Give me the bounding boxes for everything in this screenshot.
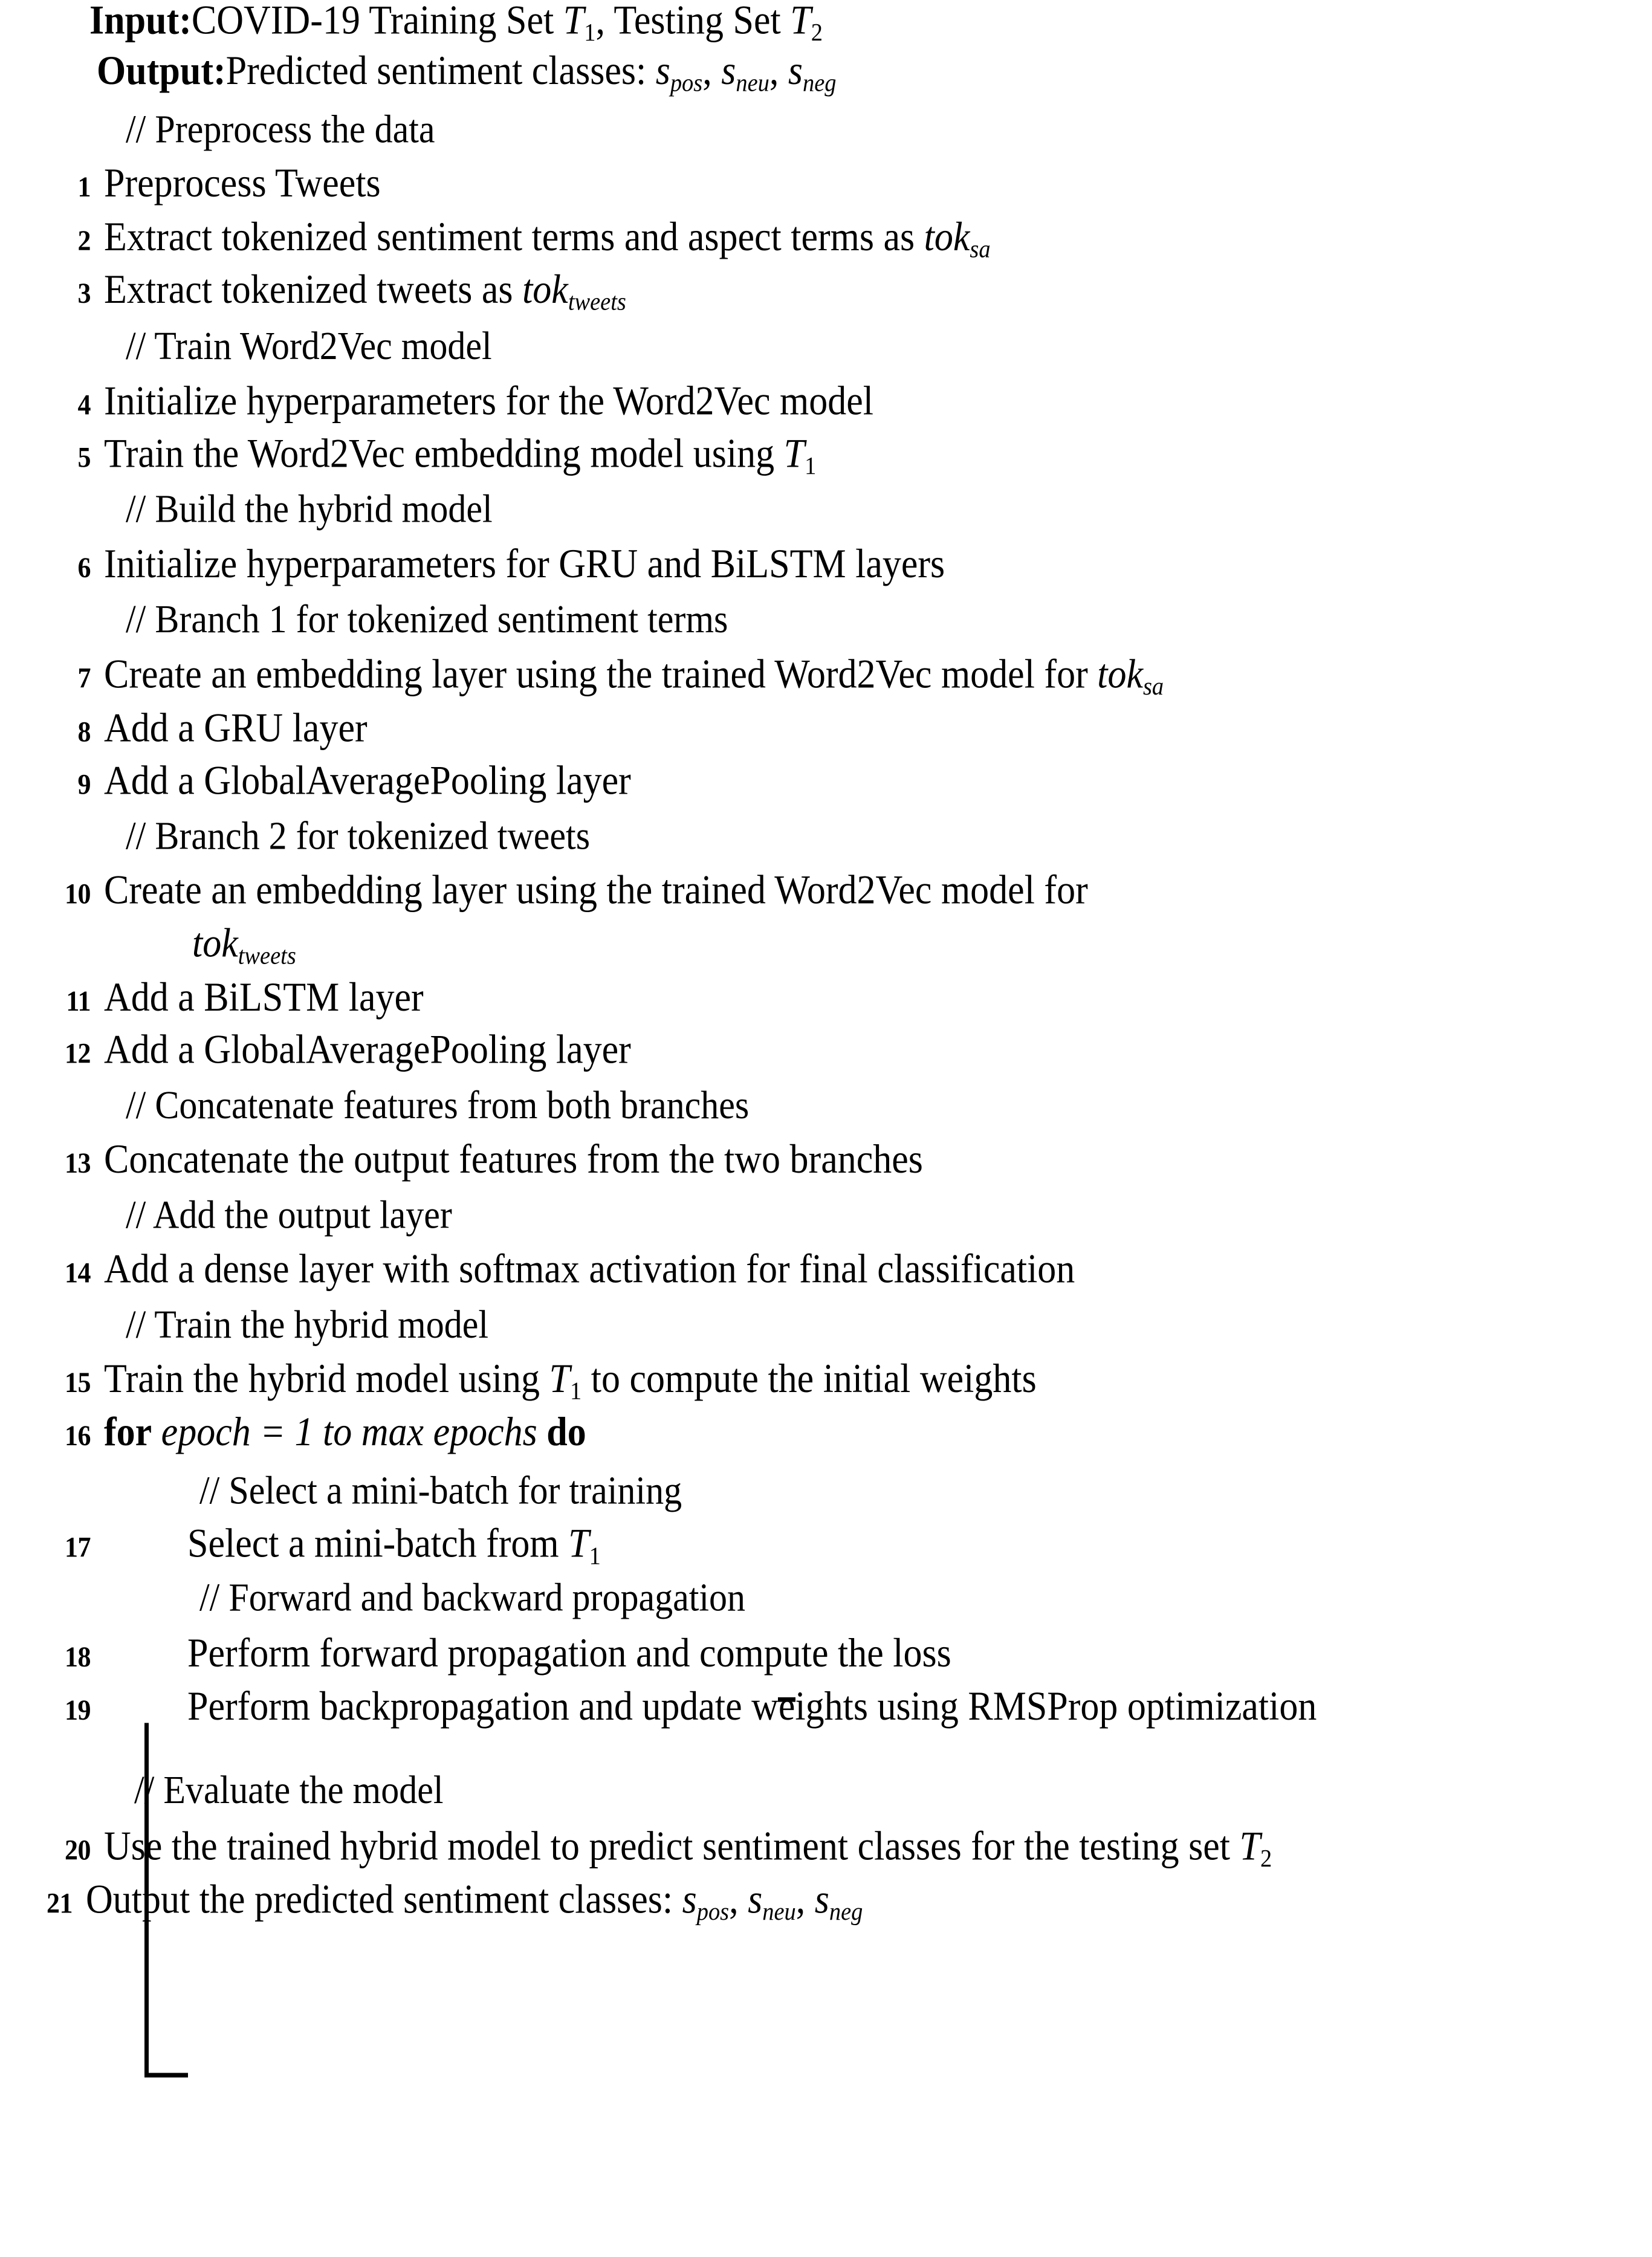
step-2-prefix: Extract tokenized sentiment terms and aspect terms as [104, 215, 924, 260]
output-text: Predicted sentiment classes: [225, 48, 656, 94]
step-7-prefix: Create an embedding layer using the trained Word2Vec model for [104, 652, 1098, 697]
step-number-4: 4 [77, 389, 91, 421]
step-number-13: 13 [65, 1147, 91, 1179]
step-5-var-subscript: 1 [805, 452, 817, 480]
step-text-17 [91, 1523, 1652, 1569]
step-number-18: 18 [65, 1640, 91, 1673]
step-21-class-neg-subscript: neg [829, 1898, 863, 1926]
step-text-4: Initialize hyperparameters for the Word2Vec model [104, 378, 873, 424]
comment-branch-1: // Branch 1 for tokenized sentiment terms [126, 597, 728, 641]
step-3-var-subscript: tweets [568, 288, 626, 316]
step-20-var-t: T [1239, 1824, 1260, 1869]
step-row-10 [0, 868, 1652, 913]
step-3-var-tok: tok [522, 267, 568, 312]
step-15-suffix: to compute the initial weights [581, 1356, 1037, 1402]
input-var-t2-subscript: 2 [811, 19, 823, 47]
step-21-class-neg: s [814, 1877, 829, 1922]
output-class-neu-subscript: neu [736, 69, 769, 97]
step-number-2: 2 [77, 224, 91, 257]
step-15-var-subscript: 1 [570, 1377, 582, 1405]
step-21-class-neu: s [748, 1877, 763, 1922]
step-text-10: Create an embedding layer using the trained Word2Vec model for [104, 868, 1088, 913]
output-class-pos: s [655, 48, 670, 94]
step-number-14: 14 [65, 1257, 91, 1289]
step-number-21: 21 [47, 1886, 73, 1920]
step-text-6: Initialize hyperparameters for GRU and BiLSTM layers [104, 542, 945, 587]
step-row-14 [0, 1246, 1652, 1292]
step-text-11: Add a BiLSTM layer [104, 975, 424, 1020]
step-number-11: 11 [66, 985, 91, 1017]
comment-branch-2: // Branch 2 for tokenized tweets [126, 814, 591, 858]
step-21-class-pos: s [682, 1877, 697, 1922]
comment-preprocess-data: // Preprocess the data [126, 108, 435, 151]
step-10-var-subscript: tweets [238, 942, 296, 970]
step-row-16 [0, 1410, 1652, 1455]
output-class-neu: s [721, 48, 736, 94]
step-10-continuation [0, 923, 1652, 968]
step-text-1: Preprocess Tweets [104, 161, 381, 206]
input-var-t1-subscript: 1 [584, 19, 596, 47]
comment-concatenate-features: // Concatenate features from both branches [126, 1083, 750, 1127]
for-keyword: for [104, 1410, 152, 1455]
input-mid-text: , Testing Set [595, 0, 791, 43]
input-label: Input: [89, 0, 192, 43]
step-number-12: 12 [65, 1037, 91, 1070]
step-21-class-neu-subscript: neu [762, 1898, 796, 1926]
step-number-10: 10 [65, 878, 91, 910]
step-text-18: Perform forward propagation and compute the loss [187, 1631, 951, 1676]
step-2-var-tok: tok [924, 215, 970, 260]
step-text-21 [73, 1879, 1652, 1925]
step-row-12 [0, 1029, 1652, 1070]
step-number-7: 7 [77, 661, 91, 695]
step-row-2 [0, 216, 1652, 262]
step-text-5 [91, 433, 1652, 479]
step-10-var-tok: tok [192, 921, 238, 966]
step-21-sep-1: , [729, 1877, 748, 1922]
step-17-var-subscript: 1 [589, 1542, 601, 1570]
step-number-16: 16 [65, 1419, 91, 1452]
step-text-12: Add a GlobalAveragePooling layer [104, 1028, 631, 1072]
step-7-var-subscript: sa [1142, 673, 1164, 701]
step-17-var-t: T [568, 1521, 589, 1566]
input-var-t2: T [790, 0, 811, 43]
step-5-prefix: Train the Word2Vec embedding model using [104, 431, 784, 476]
step-text-7 [91, 654, 1652, 699]
step-text-3 [91, 269, 1652, 314]
step-number-5: 5 [77, 441, 91, 474]
step-row-17 [0, 1523, 1652, 1569]
step-number-1: 1 [77, 170, 91, 203]
step-21-prefix: Output the predicted sentiment classes: [86, 1877, 682, 1922]
step-row-19 [0, 1686, 1652, 1727]
comment-build-hybrid-model: // Build the hybrid model [126, 487, 493, 531]
step-text-20 [91, 1826, 1652, 1871]
step-row-11 [0, 975, 1652, 1020]
input-text: COVID-19 Training Set [191, 0, 563, 43]
step-text-9: Add a GlobalAveragePooling layer [104, 758, 631, 803]
step-row-7 [0, 654, 1652, 699]
step-number-8: 8 [77, 716, 91, 748]
step-15-prefix: Train the hybrid model using [104, 1356, 549, 1402]
step-7-var-tok: tok [1097, 652, 1143, 697]
comment-train-hybrid-model: // Train the hybrid model [126, 1303, 488, 1346]
step-text-15 [91, 1356, 1652, 1405]
algorithm-output-line [0, 48, 1652, 97]
comment-add-output-layer: // Add the output layer [126, 1193, 452, 1237]
comment-evaluate-model: // Evaluate the model [134, 1768, 444, 1812]
output-class-neg: s [788, 48, 803, 94]
step-3-prefix: Extract tokenized tweets as [104, 267, 523, 312]
step-15-var-t: T [549, 1356, 571, 1402]
step-number-17: 17 [65, 1531, 91, 1564]
step-number-9: 9 [77, 768, 91, 801]
step-text-19: Perform backpropagation and update weights using RMSProp optimization [187, 1684, 1317, 1729]
output-sep-2: , [769, 48, 788, 94]
step-number-3: 3 [77, 277, 91, 309]
step-text-14: Add a dense layer with softmax activation for final classification [104, 1246, 1075, 1292]
step-21-class-pos-subscript: pos [696, 1898, 730, 1926]
step-number-19: 19 [65, 1694, 91, 1726]
step-row-3 [0, 269, 1652, 314]
step-17-prefix: Select a mini-batch from [187, 1521, 569, 1566]
step-2-var-subscript: sa [970, 235, 991, 264]
step-row-4 [0, 378, 1652, 424]
step-row-15 [0, 1356, 1652, 1405]
step-20-var-subscript: 2 [1260, 1845, 1272, 1873]
step-row-9 [0, 760, 1652, 801]
step-text-16 [91, 1410, 1652, 1455]
step-20-prefix: Use the trained hybrid model to predict sentiment classes for the testing set [104, 1824, 1240, 1869]
loop-body-bracket-foot [144, 2073, 188, 2077]
step-row-21 [0, 1879, 1652, 1925]
step-text-13: Concatenate the output features from the two branches [104, 1137, 923, 1182]
comment-select-minibatch: // Select a mini-batch for training [199, 1469, 682, 1512]
step-5-var-t: T [783, 431, 805, 476]
step-text-2 [91, 216, 1652, 262]
step-number-15: 15 [65, 1366, 91, 1399]
step-row-5 [0, 433, 1652, 479]
step-21-sep-2: , [795, 1877, 815, 1922]
output-label: Output: [97, 48, 226, 94]
do-keyword: do [546, 1410, 586, 1455]
comment-forward-backward-propagation: // Forward and backward propagation [199, 1576, 746, 1619]
step-row-1 [0, 161, 1652, 206]
step-number-6: 6 [77, 551, 91, 584]
step-text-8: Add a GRU layer [104, 705, 368, 751]
step-row-20 [0, 1826, 1652, 1871]
step-row-6 [0, 542, 1652, 587]
for-loop-condition: epoch = 1 to max epochs [161, 1410, 537, 1455]
step-row-8 [0, 705, 1652, 751]
output-class-pos-subscript: pos [670, 69, 703, 97]
input-var-t1: T [563, 0, 585, 43]
step-row-13 [0, 1139, 1652, 1180]
comment-train-word2vec: // Train Word2Vec model [126, 324, 492, 368]
algorithm-input-line [0, 0, 1652, 45]
output-class-neg-subscript: neg [802, 69, 837, 97]
step-number-20: 20 [65, 1833, 91, 1867]
output-sep-1: , [702, 48, 722, 94]
step-row-18 [0, 1633, 1652, 1674]
